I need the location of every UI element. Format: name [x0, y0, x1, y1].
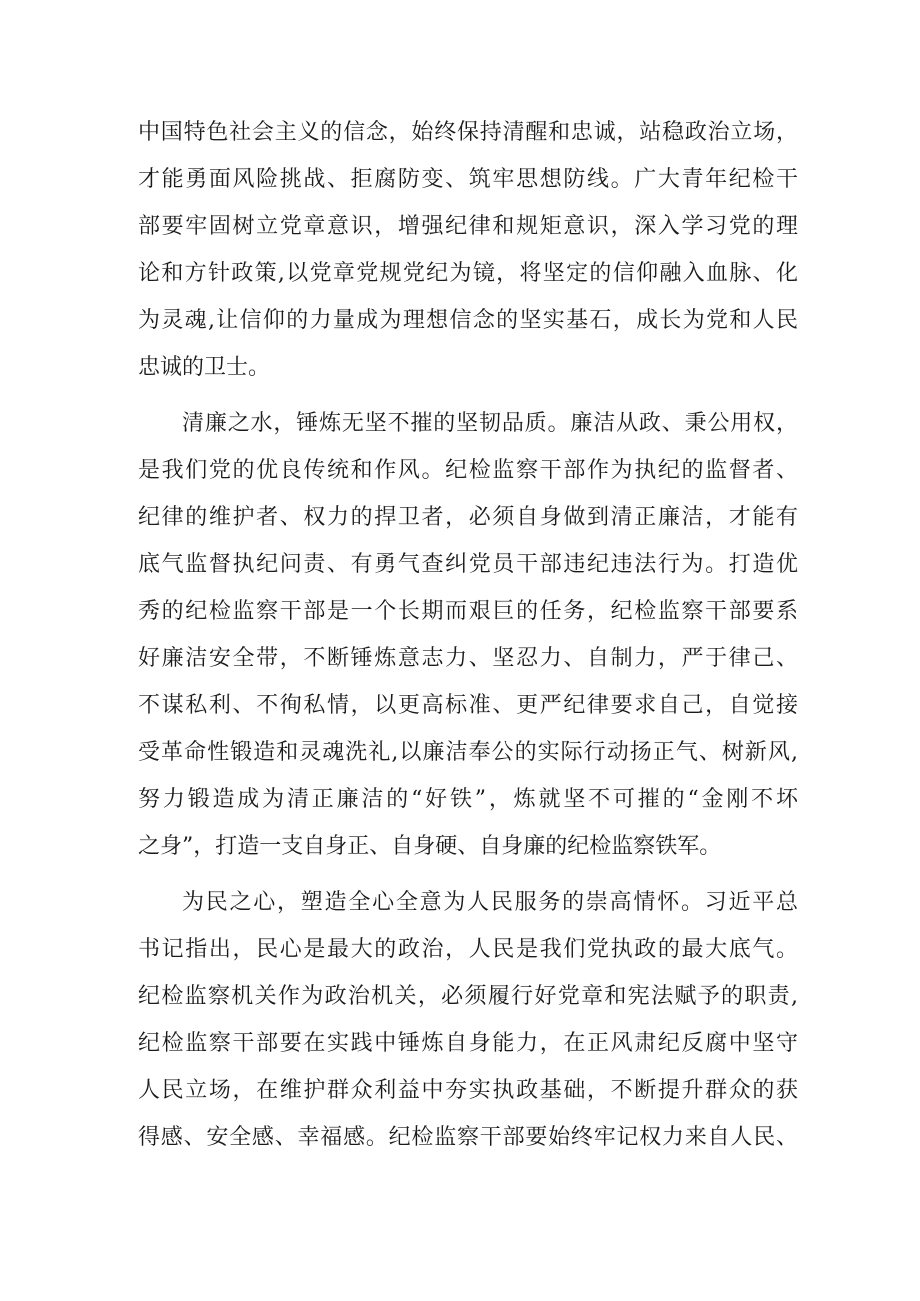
- paragraph-line: 纪检监察干部要在实践中锤炼自身能力，在正风肃纪反腐中坚守: [138, 1031, 798, 1056]
- paragraph-line: 纪律的维护者、权力的捍卫者，必须自身做到清正廉洁，才能有: [138, 505, 798, 530]
- paragraph-line: 清廉之水，锤炼无坚不摧的坚韧品质。廉洁从政、秉公用权，: [182, 411, 798, 436]
- paragraph-gap: [138, 870, 798, 879]
- paragraph-line: 受革命性锻造和灵魂洗礼,以廉洁奉公的实际行动扬正气、树新风,: [138, 740, 798, 765]
- paragraph-3: [138, 879, 798, 1161]
- paragraph-line: 秀的纪检监察干部是一个长期而艰巨的任务，纪检监察干部要系: [138, 599, 798, 624]
- paragraph-line: 是我们党的优良传统和作风。纪检监察干部作为执纪的监督者、: [138, 458, 798, 483]
- paragraph-line: 中国特色社会主义的信念，始终保持清醒和忠诚，站稳政治立场，: [138, 120, 798, 145]
- paragraph-line: 忠诚的卫士。: [138, 355, 271, 380]
- paragraph-line: 底气监督执纪问责、有勇气查纠党员干部违纪违法行为。打造优: [138, 552, 798, 577]
- paragraph-gap: [138, 391, 798, 400]
- paragraph-line: 人民立场，在维护群众利益中夯实执政基础，不断提升群众的获: [138, 1078, 798, 1103]
- paragraph-line: 好廉洁安全带，不断锤炼意志力、坚忍力、自制力，严于律己、: [138, 646, 798, 671]
- paragraph-line: 论和方针政策,以党章党规党纪为镜，将坚定的信仰融入血脉、化: [138, 261, 798, 286]
- paragraph-line: 为灵魂,让信仰的力量成为理想信念的坚实基石，成长为党和人民: [138, 308, 798, 333]
- paragraph-1: [138, 109, 798, 391]
- paragraph-line: 之身”，打造一支自身正、自身硬、自身廉的纪检监察铁军。: [138, 834, 722, 859]
- paragraph-line: 纪检监察机关作为政治机关，必须履行好党章和宪法赋予的职责,: [138, 984, 798, 1009]
- paragraph-line: 部要牢固树立党章意识，增强纪律和规矩意识，深入学习党的理: [138, 214, 798, 239]
- paragraph-line: 书记指出，民心是最大的政治，人民是我们党执政的最大底气。: [138, 937, 798, 962]
- paragraph-line: 才能勇面风险挑战、拒腐防变、筑牢思想防线。广大青年纪检干: [138, 167, 798, 192]
- paragraph-line: 努力锻造成为清正廉洁的“好铁”，炼就坚不可摧的“金刚不坏: [138, 787, 798, 812]
- paragraph-line: 得感、安全感、幸福感。纪检监察干部要始终牢记权力来自人民、: [138, 1125, 798, 1150]
- paragraph-line: 不谋私利、不徇私情，以更高标准、更严纪律要求自己，自觉接: [138, 693, 798, 718]
- paragraph-2: [138, 400, 798, 870]
- document-body: [138, 109, 798, 1161]
- paragraph-line: 为民之心，塑造全心全意为人民服务的崇高情怀。习近平总: [182, 890, 798, 915]
